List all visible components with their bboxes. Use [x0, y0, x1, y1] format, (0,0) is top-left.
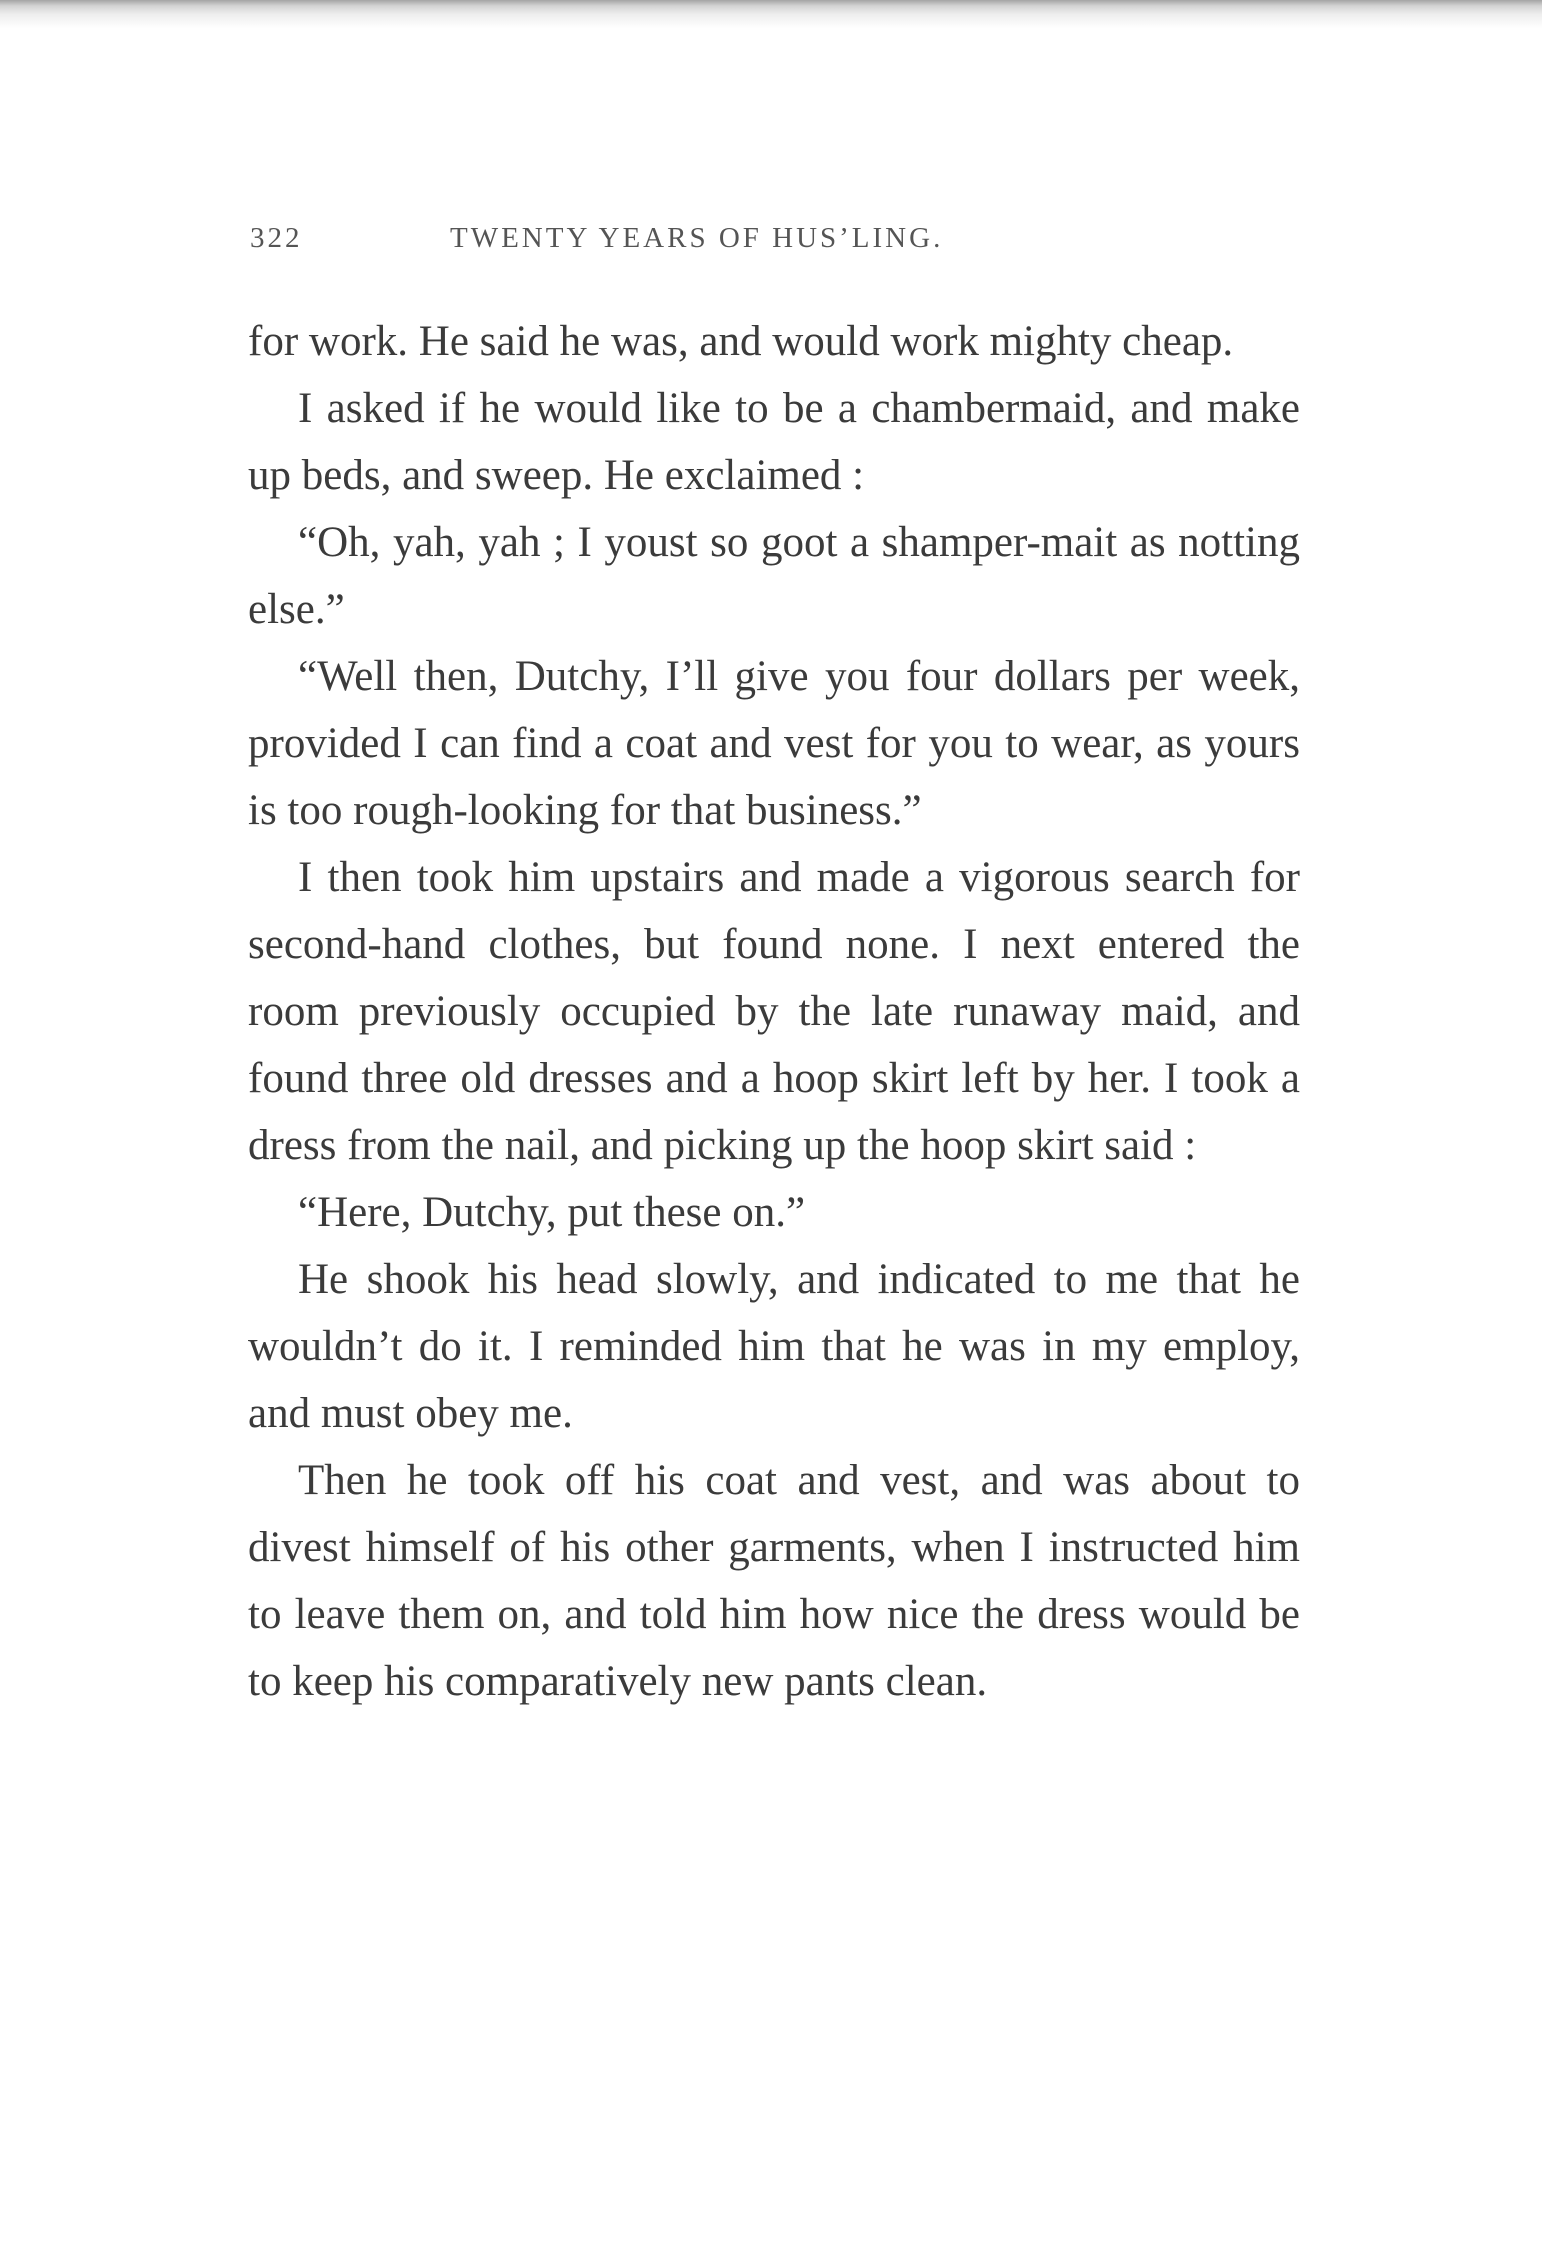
paragraph: “Well then, Dutchy, I’ll give you four dollars per week, provided I can find a coat and vest for you to wear, as yours is too rough-looking for that business.”	[248, 653, 1300, 834]
page-number: 322	[250, 222, 303, 254]
paragraph: “Here, Dutchy, put these on.”	[298, 1189, 806, 1236]
page-body-text	[248, 308, 1300, 1715]
paragraph: “Oh, yah, yah ; I youst so goot a shamper-mait as notting else.”	[248, 519, 1300, 633]
paragraph: for work. He said he was, and would work mighty cheap.	[248, 318, 1234, 365]
paragraph: He shook his head slowly, and indicated to me that he wouldn’t do it. I reminded him that he was in my employ, and must obey me.	[248, 1256, 1300, 1437]
paragraph: Then he took off his coat and vest, and was about to divest himself of his other garments, when I instructed him to leave them on, and told him how nice the dress would be to keep his comparatively new pants clean.	[248, 1457, 1300, 1705]
running-head	[250, 222, 1300, 262]
scan-edge-shadow	[0, 0, 1542, 28]
running-title: TWENTY YEARS OF HUS’LING.	[450, 222, 944, 254]
paragraph: I then took him upstairs and made a vigorous search for second-hand clothes, but found none. I next entered the room previously occupied by the late runaway maid, and found three old dresses and a hoop skirt left by her. I took a dress from the nail, and picking up the hoop skirt said :	[248, 854, 1300, 1169]
paragraph: I asked if he would like to be a chambermaid, and make up beds, and sweep. He exclaimed :	[248, 385, 1300, 499]
